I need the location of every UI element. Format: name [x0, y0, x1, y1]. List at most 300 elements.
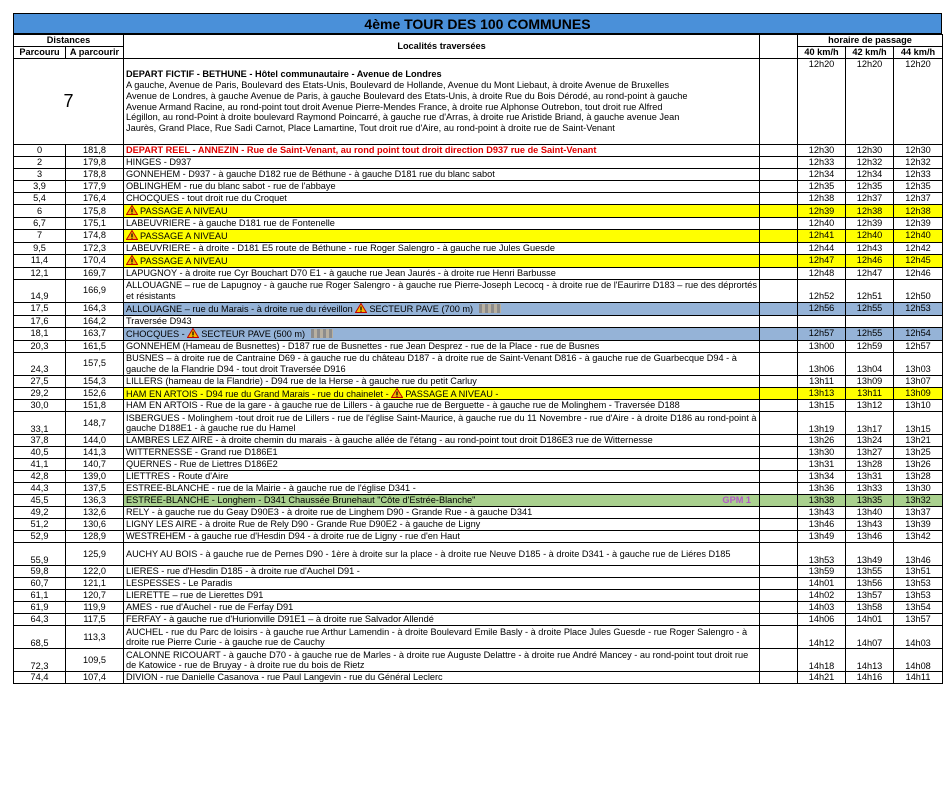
time-40: 13h00 [798, 340, 846, 352]
parcouru-cell: 61,9 [14, 602, 66, 614]
parcouru-cell: 33,1 [14, 412, 66, 435]
warning-triangle-icon [126, 255, 138, 265]
time-44: 12h32 [894, 157, 943, 169]
localite-cell [124, 435, 760, 447]
time-42: 13h17 [846, 412, 894, 435]
time-42: 13h09 [846, 375, 894, 387]
time-40: 13h19 [798, 412, 846, 435]
gpm-badge: GPM 1 [722, 495, 752, 506]
parcouru-cell: 44,3 [14, 483, 66, 495]
time-44: 14h03 [894, 626, 943, 649]
table-row [14, 566, 943, 578]
time-44: 13h26 [894, 459, 943, 471]
time-44: 14h11 [894, 672, 943, 684]
parcouru-cell: 68,5 [14, 626, 66, 649]
speed-44-header: 44 km/h [894, 47, 943, 59]
parcouru-cell: 41,1 [14, 459, 66, 471]
blank-cell [760, 672, 798, 684]
blank-cell [760, 495, 798, 507]
a-parcourir-cell: 164,2 [66, 315, 124, 327]
time-44: 13h37 [894, 507, 943, 519]
a-parcourir-cell: 125,9 [66, 543, 124, 566]
blank-cell [760, 169, 798, 181]
blank-cell [760, 340, 798, 352]
speed-40-header: 40 km/h [798, 47, 846, 59]
start-line: Jaurès, Grand Place, Rue Sadi Carnot, Place Lamartine, Tout droit rue d'Aire, au rond-point à droite rue de Saint-Venant [126, 123, 615, 134]
start-line: Avenue Armand Racine, au rond-point tout droit Avenue Pierre-Mendes France, à droite rue Alphonse Outrebon, tout droit rue Alfred [126, 101, 663, 112]
a-parcourir-cell: 130,6 [66, 519, 124, 531]
localite-cell [124, 519, 760, 531]
table-row [14, 181, 943, 193]
time-40: 12h35 [798, 181, 846, 193]
time-40: 14h18 [798, 649, 846, 672]
time-42: 13h11 [846, 387, 894, 400]
localite-cell [124, 614, 760, 626]
localite-cell [124, 495, 760, 507]
time-40: 12h56 [798, 302, 846, 315]
parcouru-cell: 17,6 [14, 315, 66, 327]
table-row [14, 543, 943, 566]
blank-cell [760, 145, 798, 157]
table-row [14, 254, 943, 267]
parcouru-cell: 74,4 [14, 672, 66, 684]
time-40: 12h48 [798, 267, 846, 279]
a-parcourir-cell: 148,7 [66, 412, 124, 435]
localite-text: ALLOUAGNE – rue de Lapugnoy - à gauche rue Roger Salengro - à gauche rue Pierre-Joseph Lecocq - à droite rue de l'Eaurirre D183 – rue des déprortés et résistants [126, 279, 757, 301]
blank-cell [760, 315, 798, 327]
a-parcourir-cell: 139,0 [66, 471, 124, 483]
time-40: 14h21 [798, 672, 846, 684]
localite-cell [124, 507, 760, 519]
localite-text: ISBERGUES - Molinghem -tout droit rue de Lillers - rue de l'église Saint-Maurice, à gauche rue du 11 Novembre - rue d'Aire - à droite D186 au rond-point à gauche D188E1 - à gauche rue du Hamel [126, 412, 757, 434]
localite-text: HINGES - D937 [126, 157, 192, 168]
a-parcourir-cell: 128,9 [66, 531, 124, 543]
time-44: 12h46 [894, 267, 943, 279]
blank-header [760, 35, 798, 59]
localite-cell [124, 181, 760, 193]
time-42: 13h40 [846, 507, 894, 519]
parcouru-cell: 64,3 [14, 614, 66, 626]
blank-cell [760, 483, 798, 495]
time-44: 13h30 [894, 483, 943, 495]
localite-cell [124, 590, 760, 602]
localite-text: PASSAGE A NIVEAU [140, 206, 228, 216]
warning-triangle-icon [126, 230, 138, 240]
start-line: Légillon, au rond-Point à droite boulevard Raymond Poincarré, à gauche rue d'Arras, à droite rue Aristide Briand, à gauche avenue Jean [126, 112, 680, 123]
time-42: 12h51 [846, 279, 894, 302]
table-row [14, 672, 943, 684]
time-42: 14h07 [846, 626, 894, 649]
time-40: 13h36 [798, 483, 846, 495]
localite-text: LIGNY LES AIRE - à droite Rue de Rely D90 - Grande Rue D90E2 - à gauche de Ligny [126, 519, 481, 530]
cobblestone-icon [479, 304, 501, 313]
table-row [14, 387, 943, 400]
blank-cell [760, 229, 798, 242]
localite-cell [124, 400, 760, 412]
localite-cell [124, 315, 760, 327]
blank-cell [760, 649, 798, 672]
parcouru-cell: 40,5 [14, 447, 66, 459]
horaire-header: horaire de passage [798, 35, 943, 47]
warning-triangle-icon [126, 205, 138, 215]
time-42: 12h38 [846, 205, 894, 218]
time-40: 12h30 [798, 145, 846, 157]
localite-text: PASSAGE A NIVEAU [140, 230, 228, 241]
time-42: 13h58 [846, 602, 894, 614]
blank-cell [760, 590, 798, 602]
warning-triangle-icon [355, 303, 367, 313]
parcouru-cell: 5,4 [14, 193, 66, 205]
time-42: 12h37 [846, 193, 894, 205]
time-40: 14h01 [798, 578, 846, 590]
time-44: 13h07 [894, 375, 943, 387]
a-parcourir-cell: 164,3 [66, 302, 124, 315]
localite-cell [124, 242, 760, 254]
parcouru-cell: 37,8 [14, 435, 66, 447]
parcouru-cell: 18,1 [14, 327, 66, 340]
time-42: 13h57 [846, 590, 894, 602]
blank-cell [760, 626, 798, 649]
start-heading: DEPART FICTIF - BETHUNE - Hôtel communautaire - Avenue de Londres [126, 68, 442, 79]
time-40: 13h49 [798, 531, 846, 543]
a-parcourir-cell: 174,8 [66, 229, 124, 242]
a-parcourir-cell: 181,8 [66, 145, 124, 157]
table-row [14, 205, 943, 218]
localite-note: PASSAGE A NIVEAU - [405, 388, 499, 399]
localite-text: HAM EN ARTOIS - Rue de la gare - à gauche rue de Lillers - à gauche rue de Berguette - à gauche rue de Molinghem - Traversée D188 [126, 400, 680, 411]
a-parcourir-cell: 109,5 [66, 649, 124, 672]
time-42: 12h59 [846, 340, 894, 352]
table-row [14, 578, 943, 590]
time-42: 12h32 [846, 157, 894, 169]
localite-cell [124, 217, 760, 229]
table-row [14, 217, 943, 229]
time-40: 13h30 [798, 447, 846, 459]
time-44: 12h33 [894, 169, 943, 181]
parcouru-header: Parcouru [14, 47, 66, 59]
localite-text: GONNEHEM (Hameau de Busnettes) - D187 rue de Busnettes - rue Jean Desprez - rue de la Place - rue de Busnes [126, 340, 600, 351]
table-row [14, 649, 943, 672]
parcouru-cell: 6 [14, 205, 66, 218]
table-row [14, 242, 943, 254]
localite-text: FERFAY - à gauche rue d'Hurionville D91E1 – à droite rue Salvador Allendé [126, 614, 434, 625]
localite-text: QUERNES - Rue de Liettres D186E2 [126, 459, 278, 470]
parcouru-cell: 45,5 [14, 495, 66, 507]
table-row [14, 267, 943, 279]
localite-text: OBLINGHEM - rue du blanc sabot - rue de l'abbaye [126, 181, 336, 192]
time-42: 13h24 [846, 435, 894, 447]
parcouru-cell: 24,3 [14, 352, 66, 375]
localite-cell [124, 483, 760, 495]
blank-cell [760, 566, 798, 578]
start-line: A gauche, Avenue de Paris, Boulevard des Etats-Unis, Boulevard de Hollande, Avenue du Mont Liebaut, à droite Avenue de Bruxelles [126, 79, 669, 90]
time-44: 13h10 [894, 400, 943, 412]
time-44: 13h15 [894, 412, 943, 435]
time-44: 13h57 [894, 614, 943, 626]
localite-text: BUSNES – à droite rue de Cantraine D69 - à gauche rue du château D187 - à droite rue de Saint-Venant D816 - à gauche rue de Guarbecque D94 - à gauche de la Flandrie D94 - tout droit Traversée D916 [126, 352, 737, 374]
time-40: 13h11 [798, 375, 846, 387]
localite-cell [124, 267, 760, 279]
table-row [14, 412, 943, 435]
blank-cell [760, 387, 798, 400]
parcouru-cell: 14,9 [14, 279, 66, 302]
time-42: 13h04 [846, 352, 894, 375]
time-42 [846, 315, 894, 327]
localite-text: GONNEHEM - D937 - à gauche D182 rue de Béthune - à gauche D181 rue du blanc sabot [126, 169, 495, 180]
time-42: 14h13 [846, 649, 894, 672]
distances-header: Distances [14, 35, 124, 47]
time-42: 12h40 [846, 229, 894, 242]
localite-text: Traversée D943 [126, 315, 192, 326]
table-row [14, 459, 943, 471]
time-44: 13h54 [894, 602, 943, 614]
time-40: 12h38 [798, 193, 846, 205]
time-42: 14h01 [846, 614, 894, 626]
time-40: 13h13 [798, 387, 846, 400]
table-row [14, 507, 943, 519]
parcouru-cell: 11,4 [14, 254, 66, 267]
time-42: 12h20 [846, 59, 894, 145]
blank-cell [760, 375, 798, 387]
a-parcourir-cell: 121,1 [66, 578, 124, 590]
localite-cell [124, 157, 760, 169]
table-row [14, 315, 943, 327]
a-parcourir-cell: 175,1 [66, 217, 124, 229]
localite-cell [124, 193, 760, 205]
time-40: 12h44 [798, 242, 846, 254]
localite-text: HAM EN ARTOIS - D94 rue du Grand Marais - rue du chainelet - [126, 388, 389, 399]
time-40: 12h52 [798, 279, 846, 302]
localite-text: ESTREE-BLANCHE - Longhem - D341 Chaussée Brunehaut "Côte d'Estrée-Blanche" [126, 495, 476, 506]
table-row [14, 352, 943, 375]
blank-cell [760, 519, 798, 531]
table-row [14, 400, 943, 412]
time-42: 13h27 [846, 447, 894, 459]
a-parcourir-cell: 117,5 [66, 614, 124, 626]
time-42: 12h47 [846, 267, 894, 279]
time-42: 12h55 [846, 302, 894, 315]
time-44: 13h09 [894, 387, 943, 400]
time-42: 13h12 [846, 400, 894, 412]
time-42: 14h16 [846, 672, 894, 684]
a-parcourir-cell: 140,7 [66, 459, 124, 471]
parcouru-cell: 60,7 [14, 578, 66, 590]
time-40: 13h53 [798, 543, 846, 566]
localite-text: CHOCQUES - [126, 328, 185, 339]
time-40: 12h39 [798, 205, 846, 218]
localite-text: AUCHY AU BOIS - à gauche rue de Pernes D90 - 1ère à droite sur la place - à droite rue Neuve D185 - à droite D341 - à gauche rue de Liéres D185 [126, 548, 731, 559]
parcouru-cell: 29,2 [14, 387, 66, 400]
time-40: 13h15 [798, 400, 846, 412]
blank-cell [760, 447, 798, 459]
start-description [124, 59, 760, 145]
localite-text: DEPART REEL - ANNEZIN - Rue de Saint-Venant, au rond point tout droit direction D937 rue de Saint-Venant [126, 145, 597, 156]
localite-cell [124, 471, 760, 483]
time-40: 13h43 [798, 507, 846, 519]
a-parcourir-cell: 141,3 [66, 447, 124, 459]
localite-cell [124, 169, 760, 181]
page-title: 4ème TOUR DES 100 COMMUNES [13, 13, 942, 34]
a-parcourir-cell: 132,6 [66, 507, 124, 519]
localite-cell [124, 145, 760, 157]
a-parcourir-header: A parcourir [66, 47, 124, 59]
route-table [13, 34, 943, 684]
localite-note: SECTEUR PAVE (700 m) [369, 303, 474, 314]
a-parcourir-cell: 107,4 [66, 672, 124, 684]
table-row [14, 302, 943, 315]
blank-cell [760, 157, 798, 169]
localite-text: LIETTRES - Route d'Aire [126, 471, 229, 482]
speed-42-header: 42 km/h [846, 47, 894, 59]
localite-text: LAPUGNOY - à droite rue Cyr Bouchart D70 E1 - à gauche rue Jean Jaurés - à droite rue Henri Barbusse [126, 267, 556, 278]
localite-cell [124, 340, 760, 352]
time-42: 12h30 [846, 145, 894, 157]
time-44: 12h38 [894, 205, 943, 218]
time-44: 12h39 [894, 217, 943, 229]
localite-cell [124, 602, 760, 614]
localite-cell [124, 566, 760, 578]
table-row [14, 495, 943, 507]
time-42: 12h34 [846, 169, 894, 181]
header-row-1 [14, 35, 943, 47]
table-row [14, 614, 943, 626]
localite-text: ALLOUAGNE – rue du Marais - à droite rue du réveillon [126, 303, 353, 314]
localite-text: RELY - à gauche rue du Geay D90E3 - à droite rue de Linghem D90 - Grande Rue - à gauche D341 [126, 507, 533, 518]
blank-cell [760, 279, 798, 302]
blank-cell [760, 400, 798, 412]
time-44: 12h20 [894, 59, 943, 145]
blank-cell [760, 327, 798, 340]
time-40: 12h41 [798, 229, 846, 242]
blank-cell [760, 543, 798, 566]
parcouru-cell: 27,5 [14, 375, 66, 387]
parcouru-cell: 59,8 [14, 566, 66, 578]
localite-cell [124, 254, 760, 267]
a-parcourir-cell: 166,9 [66, 279, 124, 302]
time-44: 13h42 [894, 531, 943, 543]
localite-text: DIVION - rue Danielle Casanova - rue Paul Langevin - rue du Général Leclerc [126, 672, 443, 683]
localite-cell [124, 543, 760, 566]
parcouru-cell: 7 [14, 229, 66, 242]
a-parcourir-cell: 157,5 [66, 352, 124, 375]
time-40: 12h20 [798, 59, 846, 145]
localite-text: WESTREHEM - à gauche rue d'Hesdin D94 - à droite rue de Ligny - rue d'en Haut [126, 531, 460, 542]
blank-cell [760, 531, 798, 543]
parcouru-cell: 0 [14, 145, 66, 157]
a-parcourir-cell: 176,4 [66, 193, 124, 205]
time-44: 14h08 [894, 649, 943, 672]
blank-cell [760, 302, 798, 315]
time-42: 12h43 [846, 242, 894, 254]
localite-text: AMES - rue d'Auchel - rue de Ferfay D91 [126, 602, 294, 613]
localite-text: LESPESSES - Le Paradis [126, 578, 233, 589]
blank-cell [760, 242, 798, 254]
route-sheet [13, 13, 942, 684]
localite-text: AUCHEL - rue du Parc de loisirs - à gauche rue Arthur Lamendin - à droite Boulevard Emile Basly - à droite Place Jules Guesde - rue Roger Salengro - à droite rue Pierre Curie - à gauche rue de Cauchy [126, 626, 748, 648]
blank-cell [760, 435, 798, 447]
localite-text: LABEUVRIERE - à droite - D181 E5 route de Béthune - rue Roger Salengro - à gauche rue Jules Guesde [126, 242, 556, 253]
blank-cell [760, 578, 798, 590]
table-row [14, 145, 943, 157]
time-40: 13h59 [798, 566, 846, 578]
a-parcourir-cell: 154,3 [66, 375, 124, 387]
a-parcourir-cell: 170,4 [66, 254, 124, 267]
parcouru-cell: 3 [14, 169, 66, 181]
table-row [14, 590, 943, 602]
blank-cell [760, 614, 798, 626]
time-44: 13h21 [894, 435, 943, 447]
parcouru-cell: 2 [14, 157, 66, 169]
table-row [14, 340, 943, 352]
table-row [14, 483, 943, 495]
blank-cell [760, 205, 798, 218]
time-42: 12h55 [846, 327, 894, 340]
blank-cell [760, 217, 798, 229]
localite-text: ESTREE-BLANCHE - rue de la Mairie - à gauche rue de l'église D341 - [126, 483, 416, 494]
localite-cell [124, 229, 760, 242]
a-parcourir-cell: 152,6 [66, 387, 124, 400]
a-parcourir-cell: 137,5 [66, 483, 124, 495]
parcouru-cell: 6,7 [14, 217, 66, 229]
localite-text: CHOCQUES - tout droit rue du Croquet [126, 193, 287, 204]
a-parcourir-cell: 120,7 [66, 590, 124, 602]
localite-cell [124, 279, 760, 302]
localite-cell [124, 302, 760, 315]
time-42: 13h43 [846, 519, 894, 531]
parcouru-cell: 12,1 [14, 267, 66, 279]
a-parcourir-cell: 172,3 [66, 242, 124, 254]
a-parcourir-cell: 119,9 [66, 602, 124, 614]
parcouru-cell: 17,5 [14, 302, 66, 315]
localite-cell [124, 387, 760, 400]
parcouru-cell: 42,8 [14, 471, 66, 483]
time-44: 13h51 [894, 566, 943, 578]
localite-cell [124, 649, 760, 672]
blank-cell [760, 471, 798, 483]
table-row [14, 435, 943, 447]
localite-cell [124, 578, 760, 590]
time-44: 13h39 [894, 519, 943, 531]
localite-cell [124, 626, 760, 649]
a-parcourir-cell: 113,3 [66, 626, 124, 649]
time-42: 13h33 [846, 483, 894, 495]
time-44: 13h28 [894, 471, 943, 483]
table-row [14, 626, 943, 649]
parcouru-cell: 51,2 [14, 519, 66, 531]
time-40: 13h46 [798, 519, 846, 531]
cobblestone-icon [311, 329, 333, 338]
table-row [14, 327, 943, 340]
blank-cell [760, 254, 798, 267]
localite-cell [124, 352, 760, 375]
localite-text: LIERES - rue d'Hesdin D185 - à droite rue d'Auchel D91 - [126, 566, 360, 577]
localite-text: LAMBRES LEZ AIRE - à droite chemin du marais - à gauche allée de l'étang - au rond-point tout droit D186E3 rue de Witternesse [126, 435, 653, 446]
a-parcourir-cell: 161,5 [66, 340, 124, 352]
time-40: 13h06 [798, 352, 846, 375]
localite-cell [124, 205, 760, 218]
localites-header: Localités traversées [124, 35, 760, 59]
time-42: 12h46 [846, 254, 894, 267]
time-44: 12h54 [894, 327, 943, 340]
time-44: 12h42 [894, 242, 943, 254]
time-40: 14h03 [798, 602, 846, 614]
time-42: 13h56 [846, 578, 894, 590]
start-line: Avenue de Londres, à gauche Avenue de Paris, à gauche Boulevard des Etats-Unis, à droite Rue du Bois Dérodé, au rond-point à gauche [126, 90, 688, 101]
time-40: 13h31 [798, 459, 846, 471]
start-row [14, 59, 943, 145]
time-40: 12h40 [798, 217, 846, 229]
localite-cell [124, 327, 760, 340]
